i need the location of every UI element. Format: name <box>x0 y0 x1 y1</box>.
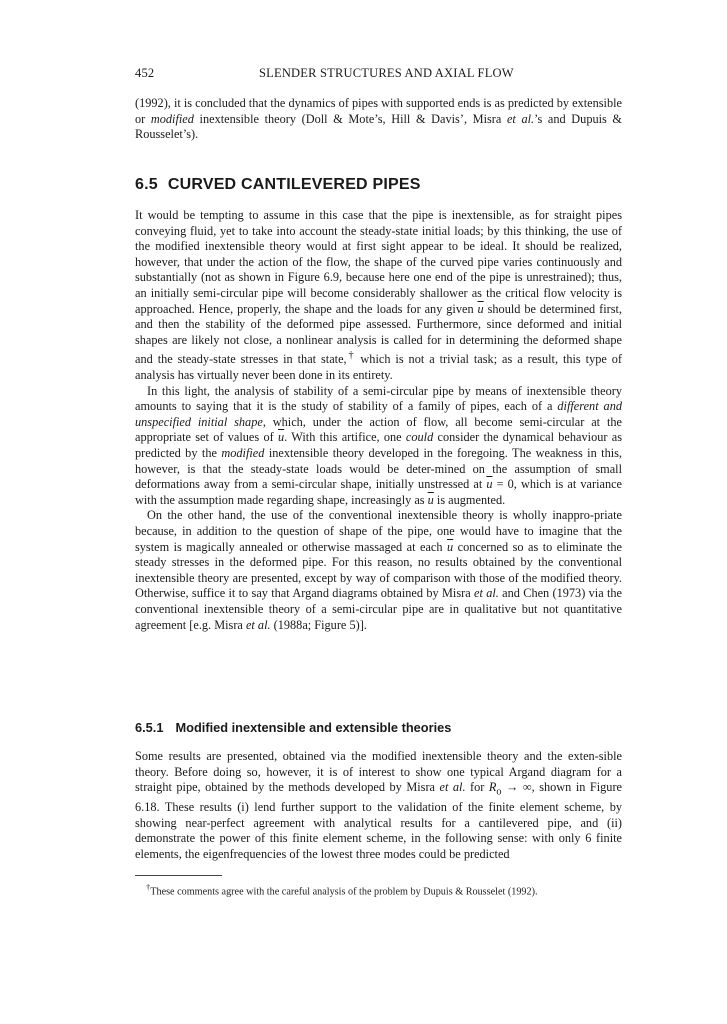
running-title: SLENDER STRUCTURES AND AXIAL FLOW <box>259 66 514 80</box>
text: ’s and Dupuis & Rousselet’s). <box>135 111 623 142</box>
paragraph <box>135 96 622 143</box>
text: and Chen (1973) via the conventional inextensible theory of a semi-circular pipe are in qualitative but not quantitative agreement [e.g. Misra <box>135 586 622 632</box>
paragraph <box>135 208 622 384</box>
text: concerned so as to eliminate the steady stresses in the deformed pipe. For this reason, no results obtained by the conventional inextensible theory are presented, except by way of comparison with those of the modified theory. Otherwise, suffice it to say that Argand diagrams obtained by Misra <box>135 539 622 601</box>
running-header <box>135 66 622 84</box>
text: (1988a; Figure 5)]. <box>270 617 367 632</box>
text: Some results are presented, obtained via the modified inextensible theory and the exten-sible theory. Before doing so, however, it is of interest to show one typical Argand diagram for a straight pipe, obtained by the methods developed by Misra <box>135 749 622 795</box>
page-number: 452 <box>135 66 155 80</box>
emphasis: et al. <box>474 586 499 601</box>
text: On the other hand, the use of the conventional inextensible theory is wholly inappro-priate because, in addition to the question of shape of the pipe, one would have to imagine that the system is magically annealed or otherwise massaged at each <box>135 508 622 554</box>
emphasis: different and unspecified initial shape <box>135 399 622 429</box>
footnote <box>146 881 622 898</box>
emphasis: modified <box>221 446 265 460</box>
footnote-marker: † <box>346 350 356 362</box>
text: (1992), it is concluded that the dynamics of pipes with supported ends is as predicted by extensible or <box>135 96 622 126</box>
text: inextensible theory (Doll & Mote’s, Hill & Davis’, Misra <box>193 111 507 126</box>
text: inextensible theory developed in the foregoing. The weakness in this, however, is that the steady-state loads would be deter-mined on the assumption of small deformations away from a semi-circular shape, initially unstressed at <box>135 446 622 492</box>
text: which is not a trivial task; as a result, this type of analysis has virtually never been done in its entirety. <box>135 352 623 383</box>
paragraph <box>135 384 622 509</box>
section-number: 6.5 <box>135 176 158 193</box>
emphasis: modified <box>150 111 194 126</box>
math-symbol: R <box>488 780 497 795</box>
section-heading <box>135 176 622 194</box>
text: → ∞ <box>501 780 532 795</box>
math-symbol: $\overline{u}$ <box>447 539 454 554</box>
subsection-heading <box>135 720 622 735</box>
math-symbol: $\overline{u}$ <box>477 301 484 316</box>
text: for <box>465 780 489 795</box>
text: should be determined first, and then the stability of the deformed pipe assessed. Furthermore, since deformed and initial shapes are likely not close, a nonlinear analysis is called for in determining the deformed shape and the steady-state stresses in that state, <box>135 301 622 367</box>
emphasis: et al. <box>506 111 535 126</box>
section-title: CURVED CANTILEVERED PIPES <box>167 176 421 193</box>
math-subscript: o <box>496 786 502 798</box>
math-symbol: $\overline{u}$ <box>277 430 285 445</box>
text: , which is at variance with the assumption made regarding shape, increasingly as <box>135 477 623 507</box>
paragraph <box>135 508 622 633</box>
text: . With this artifice, one <box>284 430 406 445</box>
footnote-rule <box>135 875 222 876</box>
intro-paragraph <box>135 96 622 143</box>
text: is augmented. <box>433 492 506 507</box>
subsection-body <box>135 749 622 863</box>
math-symbol: $\overline{u}$ <box>427 492 434 507</box>
footnote-text: These comments agree with the careful analysis of the problem by Dupuis & Rousselet (1992). <box>150 886 538 898</box>
subsection-number: 6.5.1 <box>135 720 164 735</box>
text: consider the dynamical behaviour as predicted by the <box>135 430 622 460</box>
section-body <box>135 208 622 633</box>
text: It would be tempting to assume in this case that the pipe is inextensible, as for straight pipes conveying fluid, yet to take into account the steady-state initial loads; by this thinking, the use of the modified inextensible theory would at first sight appear to be ideal. It should be realized, however, that under the action of the flow, the shape of the curved pipe varies continuously and substantially (not as shown in Figure 6.9, because here one end of the pipe is unrestrained); thus, an initially semi-circular pipe will become considerably shallower as the critical flow velocity is approached. Hence, properly, the shape and the loads for any given <box>135 208 622 316</box>
subsection-title: Modified inextensible and extensible theories <box>175 720 452 735</box>
emphasis: could <box>405 430 434 445</box>
text: , which, under the action of flow, all become semi-circular at the appropriate set of values of <box>135 414 622 445</box>
footnote-marker: † <box>146 882 151 892</box>
math-symbol: $\overline{u}$ <box>486 477 493 492</box>
emphasis: et al. <box>439 780 466 795</box>
text: In this light, the analysis of stability of a semi-circular pipe by means of inextensible theory amounts to saying that it is the study of stability of a family of pipes, each of a <box>135 383 622 414</box>
emphasis: et al. <box>245 617 271 632</box>
paragraph <box>135 749 622 863</box>
text: , shown in Figure 6.18. These results (i) lend further support to the validation of the finite element scheme, by showing near-perfect agreement with analytical results for a cantilevered pipe, and (ii) demonstrate the power of this finite element scheme, in the following sense: with only 6 finite elements, the eigenfrequencies of the lowest three modes could be predicted <box>135 780 622 862</box>
text: = 0 <box>492 477 514 492</box>
